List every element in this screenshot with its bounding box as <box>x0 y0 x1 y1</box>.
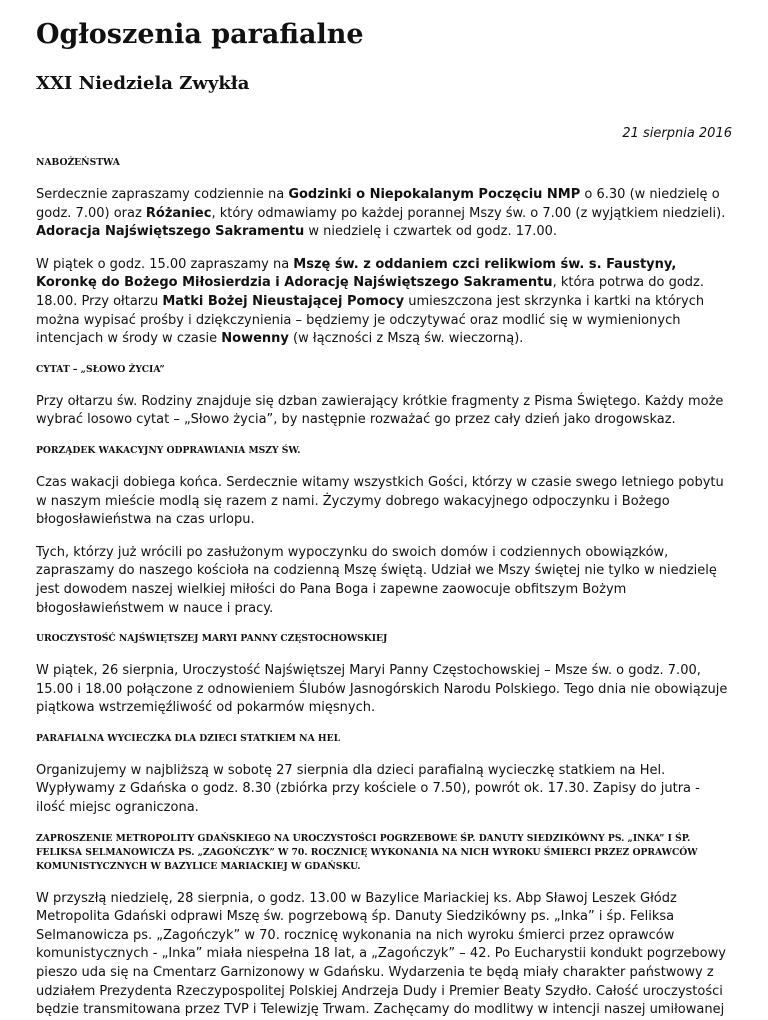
text-run: Czas wakacji dobiega końca. Serdecznie witamy wszystkich Gości, którzy w czasie swego letniego pobytu w naszym mieście modlą się razem z nami. Życzymy dobrego wakacyjnego odpoczynku i Bożego błogosławieństwa na czas urlopu. <box>36 474 724 528</box>
section-paragraph <box>36 890 732 1020</box>
text-run: , który odmawiamy po każdej porannej Mszy św. o 7.00 (z wyjątkiem niedzieli). <box>211 205 726 221</box>
section-paragraph <box>36 256 732 349</box>
section-paragraph <box>36 393 732 430</box>
text-run: Organizujemy w najbliższą w sobotę 27 sierpnia dla dzieci parafialną wycieczkę statkiem na Hel. Wypływamy z Gdańska o godz. 8.30 (zbiórka przy kościele o 7.50), powrót ok. 17.30. Zapisy do jutra - ilość miejsc ograniczona. <box>36 762 700 816</box>
text-run: Przy ołtarzu św. Rodziny znajduje się dzban zawierający krótkie fragmenty z Pisma Świętego. Każdy może wybrać losowo cytat – „Słowo życia”, by następnie rozważać go przez cały dzień jako drogowskaz. <box>36 393 724 428</box>
section-paragraph <box>36 544 732 618</box>
text-run: W piątek, 26 sierpnia, Uroczystość Najświętszej Maryi Panny Częstochowskiej – Msze św. o godz. 7.00, 15.00 i 18.00 połączone z odnowieniem Ślubów Jasnogórskich Narodu Polskiego. Tego dnia nie obowiązuje piątkowa wstrzemięźliwość od pokarmów mięsnych. <box>36 663 728 716</box>
section-heading: NABOŻEŃSTWA <box>36 157 120 168</box>
bold-text: Godzinki o Niepokalanym Poczęciu NMP <box>288 187 581 202</box>
section-paragraph <box>36 186 732 242</box>
bold-text: Adoracja Najświętszego Sakramentu <box>36 224 305 240</box>
announcement-date: 21 sierpnia 2016 <box>622 126 732 141</box>
section-heading: PARAFIALNA WYCIECZKA DLA DZIECI STATKIEM NA HEL <box>36 732 341 744</box>
section-paragraph <box>36 474 732 530</box>
section-heading: PORZĄDEK WAKACYJNY ODPRAWIANIA MSZY ŚW. <box>36 444 301 456</box>
section-heading: ZAPROSZENIE METROPOLITY GDAŃSKIEGO NA UROCZYSTOŚCI POGRZEBOWE ŚP. DANUTY SIEDZIKÓWNY PS. „INKA” I ŚP. FELIKSA SELMANOWICZA PS. „ZAGOŃCZYK” W 70. ROCZNICĘ WYKONANIA NA NICH WYROKU ŚMIERCI PRZEZ OPRAWCÓW KOMUNISTYCZNYCH W BAZYLICE MARIACKIEJ W GDAŃSKU. <box>36 832 698 872</box>
text-run: w niedzielę i czwartek od godz. 17.00. <box>304 224 558 240</box>
text-run: umieszczona jest skrzynka i kartki na których można wypisać prośby i dziękczynienia – będziemy je odczytywać oraz modlić się w wymienionych intencjach w środy w czasie <box>36 293 705 347</box>
section-paragraph <box>36 762 732 818</box>
text-run: o 6.30 (w niedzielę o godz. 7.00) oraz <box>36 187 720 221</box>
text-run: Tych, którzy już wrócili po zasłużonym wypoczynku do swoich domów i codziennych obowiązków, zapraszamy do naszego kościoła na codzienną Mszę świętą. Udział we Mszy świętej nie tylko w niedzielę jest dowodem naszej wielkiej miłości do Pana Boga i zapewne zaowocuje obfitszym Bożym błogosławieństwem w nauce i pracy. <box>36 544 717 616</box>
text-run: Serdecznie zapraszamy codziennie na <box>36 187 289 202</box>
bold-text: Różaniec <box>145 205 212 221</box>
page-title: Ogłoszenia parafialne <box>36 19 364 50</box>
text-run: W przyszłą niedzielę, 28 sierpnia, o godz. 13.00 w Bazylice Mariackiej ks. Abp Sławoj Leszek Głódz Metropolita Gdański odprawi Mszę św. pogrzebową śp. Danuty Siedzikówny ps. „Inka” i śp. Feliksa Selmanowicza ps. „Zagończyk” w 70. rocznicę wykonania na nich wyroku śmierci przez oprawców komunistycznych - „Inka” miała niespełna 18 lat, a „Zagończyk” – 42. Po Eucharystii kondukt pogrzebowy pieszo uda się na Cmentarz Garnizonowy w Gdańsku. Wydarzenia te będą miały charakter państwowy z udziałem Prezydenta Rzeczypospolitej Polskiej Andrzeja Dudy i Premier Beaty Szydło. Całość uroczystości będzie transmitowana przez TVP i Telewizję Trwam. Zachęcamy do modlitwy w intencji naszej umiłowanej <box>36 890 726 1018</box>
section-heading: UROCZYSTOŚĆ NAJŚWIĘTSZEJ MARYI PANNY CZĘSTOCHOWSKIEJ <box>36 633 388 645</box>
bold-text: Matki Bożej Nieustającej Pomocy <box>162 293 405 309</box>
sections-container <box>36 156 732 1020</box>
announcements-page <box>0 18 768 1018</box>
section-paragraph <box>36 662 732 718</box>
page-subtitle: XXI Niedziela Zwykła <box>36 73 250 94</box>
text-run: (w łączności z Mszą św. wieczorną). <box>288 331 524 347</box>
bold-text: Mszę św. z oddaniem czci relikwiom św. s. Faustyny, Koronkę do Bożego Miłosierdzia i Adorację Najświętszego Sakramentu <box>36 256 677 291</box>
text-run: W piątek o godz. 15.00 zapraszamy na <box>36 256 294 272</box>
bold-text: Nowenny <box>221 331 289 347</box>
text-run: , która potrwa do godz. 18.00. Przy ołtarzu <box>36 275 704 309</box>
section-heading: CYTAT – „SŁOWO ŻYCIA” <box>36 363 165 375</box>
